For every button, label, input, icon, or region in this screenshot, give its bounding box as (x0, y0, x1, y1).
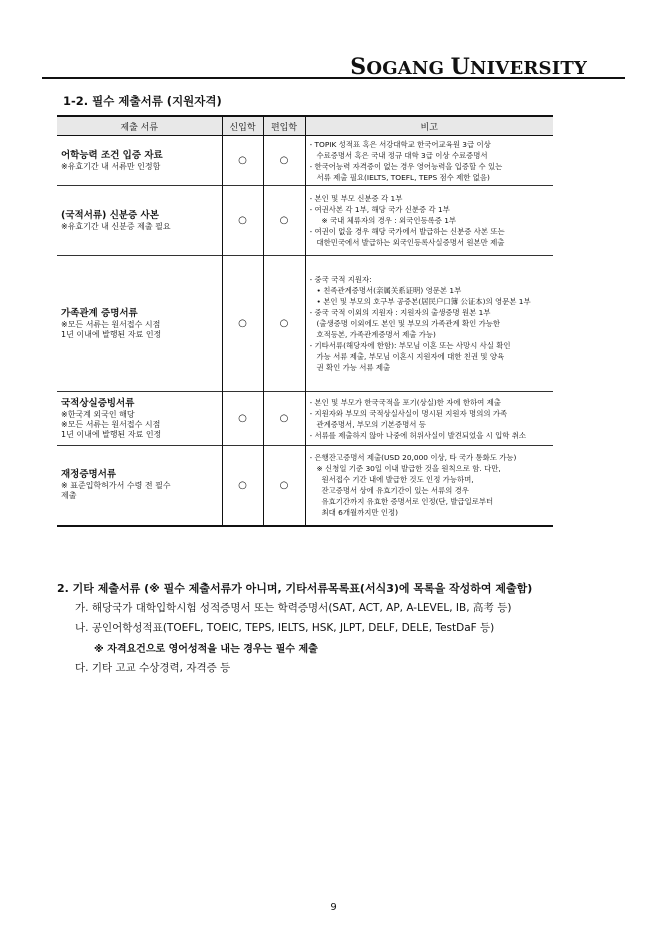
page-number: 9 (330, 902, 337, 913)
document-cell (57, 392, 222, 446)
remark-line: 유효기간까지 유효한 증명서로 인정(단, 발급일로부터 (321, 497, 494, 507)
remark-line: - 중국 국적 지원자: (309, 275, 372, 284)
document-note: ※유효기간 내 신분증 제출 필요 (61, 221, 171, 231)
table-row (57, 256, 553, 392)
document-name: (국적서류) 신분증 사본 (61, 209, 159, 221)
transfer-mark: ○ (263, 136, 305, 186)
table-row (57, 392, 553, 446)
document-cell (57, 256, 222, 392)
document-cell (57, 136, 222, 186)
table-row (57, 446, 553, 526)
remark-line: - 중국 국적 이외의 지원자 : 지원자의 출생증명 원본 1부 (309, 308, 491, 317)
remark-line: - 여권이 없을 경우 해당 국가에서 발급하는 신분증 사본 또는 (309, 227, 505, 236)
remark-line: 대한민국에서 발급하는 외국인등록사실증명서 원본만 제출 (316, 238, 505, 247)
new-admission-mark: ○ (222, 186, 263, 256)
document-note: ※모든 서류는 원서접수 시점 1년 이내에 발행된 자료 인정 (61, 319, 162, 339)
university-logo: SOGANG UNIVERSITY (350, 54, 587, 80)
remark-line: 서류 제출 필요(IELTS, TOEFL, TEPS 점수 제한 없음) (316, 172, 490, 182)
section-1-title: 1-2. 필수 제출서류 (지원자격) (63, 94, 222, 108)
remark-line: - 한국어능력 자격증이 없는 경우 영어능력을 입증할 수 있는 (309, 161, 503, 171)
document-note: ※한국계 외국인 해당 ※모든 서류는 원서접수 시점 1년 이내에 발행된 자료 인정 (61, 409, 162, 439)
remarks-cell (305, 446, 553, 526)
remark-line: 관계증명서, 부모의 기본증명서 등 (316, 419, 426, 429)
remark-line: 가능 서류 제출, 부모님 이혼시 지원자에 대한 친권 및 양육 (316, 352, 505, 361)
new-admission-mark: ○ (222, 446, 263, 526)
document-note: ※유효기간 내 서류만 인정함 (61, 161, 161, 171)
new-admission-mark: ○ (222, 136, 263, 186)
document-cell (57, 186, 222, 256)
list-item-note: ※ 자격요건으로 영어성적을 내는 경우는 필수 제출 (94, 644, 318, 655)
section-2-title: 2. 기타 제출서류 (※ 필수 제출서류가 아니며, 기타서류목록표(서식3)에 목록을 작성하여 제출함) (57, 582, 533, 595)
remark-line: - 서류를 제출하지 않아 나중에 허위사실이 발견되었을 시 입학 취소 (309, 430, 527, 440)
column-header-new-admission: 신입학 (222, 116, 263, 136)
column-header-remarks: 비고 (305, 116, 553, 136)
list-item: 나. 공인어학성적표(TOEFL, TOEIC, TEPS, IELTS, HSK, JLPT, DELF, DELE, TestDaF 등) (75, 622, 495, 634)
remarks-cell (305, 392, 553, 446)
table-row (57, 136, 553, 186)
transfer-mark: ○ (263, 256, 305, 392)
column-header-transfer: 편입학 (263, 116, 305, 136)
remark-line: - 본인 및 부모가 한국국적을 포기(상실)한 자에 한하여 제출 (309, 397, 501, 407)
column-header-document: 제출 서류 (57, 116, 222, 136)
remark-line: - 지원자와 부모의 국적상실사실이 명시된 지원자 명의의 가족 (309, 408, 508, 418)
remark-line: 권 확인 가능 서류 제출 (316, 363, 391, 372)
document-note: ※ 표준입학허가서 수령 전 필수 제출 (61, 481, 171, 501)
remark-line: 잔고증명서 상에 유효기간이 있는 서류의 경우 (321, 486, 469, 496)
transfer-mark: ○ (263, 446, 305, 526)
list-item: 가. 해당국가 대학입학시험 성적증명서 또는 학력증명서(SAT, ACT, AP, A-LEVEL, IB, 高考 등) (75, 602, 512, 614)
new-admission-mark: ○ (222, 256, 263, 392)
document-name: 어학능력 조건 입증 자료 (61, 149, 163, 161)
remark-line: 원서접수 기간 내에 발급한 것도 인정 가능하며, (321, 475, 474, 485)
header-rule (42, 77, 625, 79)
document-name: 가족관계 증명서류 (61, 307, 138, 319)
remark-line: 호적등본, 가족관계증명서 제출 가능) (316, 330, 436, 339)
remark-line: ※ 신청일 기준 30일 이내 발급한 것을 원칙으로 함. 다만, (316, 464, 501, 474)
remark-line: • 친족관계증명서(亲属关系证明) 영문본 1부 (316, 286, 462, 295)
remarks-cell (305, 186, 553, 256)
remark-line: - TOPIK 성적표 혹은 서강대학교 한국어교육원 3급 이상 (309, 139, 491, 149)
remarks-cell (305, 256, 553, 392)
table-row (57, 186, 553, 256)
remark-line: - 은행잔고증명서 제출(USD 20,000 이상, 타 국가 통화도 가능) (309, 453, 517, 463)
remark-line: 수료증명서 혹은 국내 정규 대학 3급 이상 수료증명서 (316, 150, 488, 160)
table-header-row (57, 116, 553, 136)
remarks-cell (305, 136, 553, 186)
document-name: 재정증명서류 (61, 469, 117, 481)
remark-line: 최대 6개월까지만 인정) (321, 508, 399, 518)
transfer-mark: ○ (263, 186, 305, 256)
remark-line: (출생증명 이외에도 본인 및 부모의 가족관계 확인 가능한 (316, 319, 501, 328)
remark-line: - 본인 및 부모 신분증 각 1부 (309, 194, 403, 203)
new-admission-mark: ○ (222, 392, 263, 446)
remark-line: ※ 국내 체류자의 경우 : 외국인등록증 1부 (321, 216, 457, 225)
remark-line: - 여권사본 각 1부, 해당 국가 신분증 각 1부 (309, 205, 450, 214)
transfer-mark: ○ (263, 392, 305, 446)
list-item: 다. 기타 고교 수상경력, 자격증 등 (75, 662, 231, 674)
document-name: 국적상실증빙서류 (61, 397, 135, 409)
remark-line: • 본인 및 부모의 호구부 공증본(居民户口簿 公证本)의 영문본 1부 (316, 297, 531, 306)
document-cell (57, 446, 222, 526)
required-documents-table (57, 115, 553, 527)
remark-line: - 기타서류(해당자에 한함): 부모님 이혼 또는 사망시 사실 확인 (309, 341, 511, 350)
